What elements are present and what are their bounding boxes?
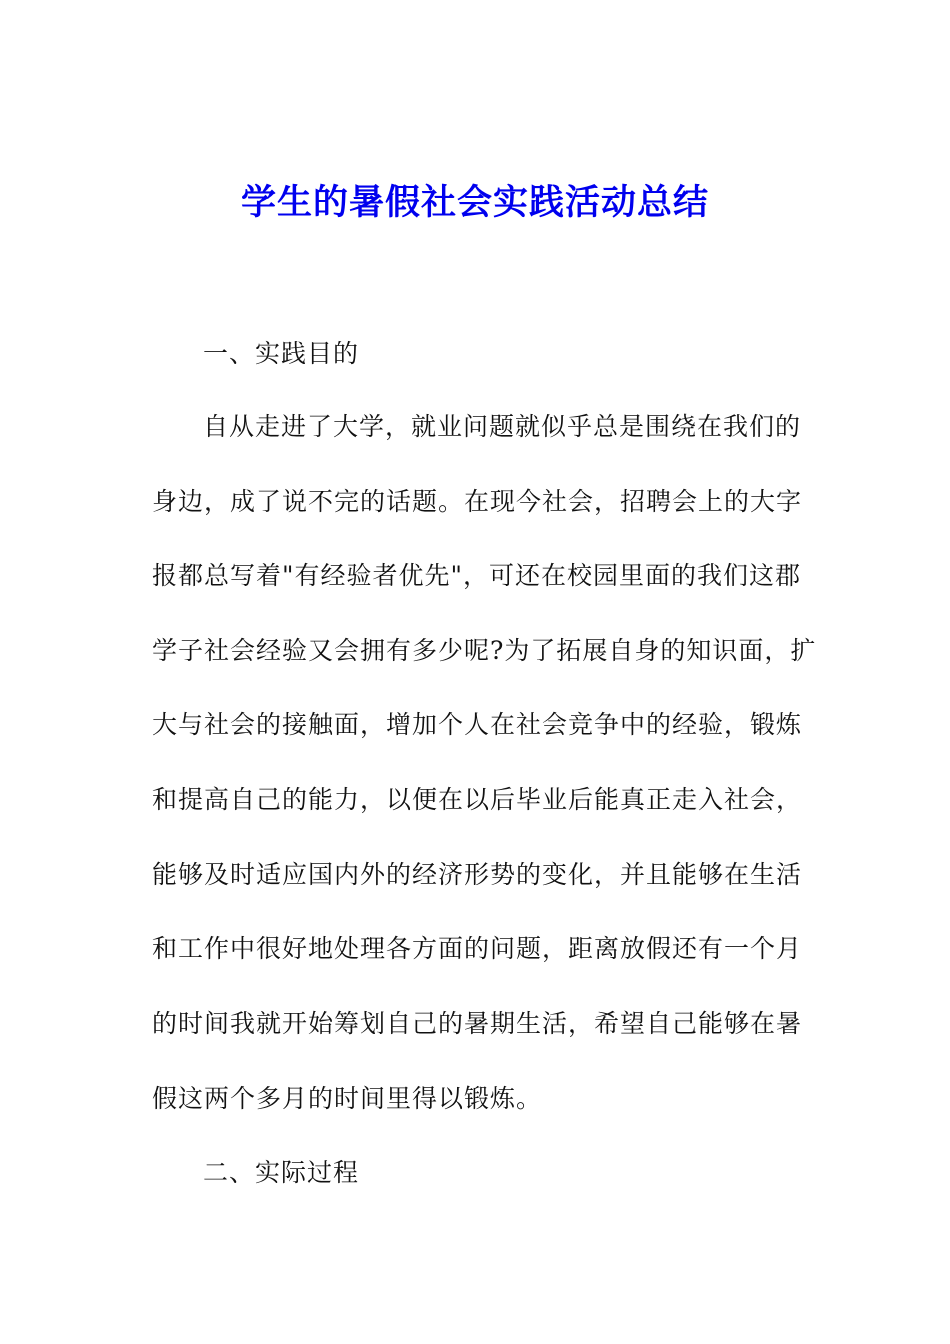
paragraph-line: 和工作中很好地处理各方面的问题，距离放假还有一个月 [152, 934, 803, 963]
paragraph-line: 假这两个多月的时间里得以锻炼。 [152, 1084, 543, 1113]
paragraph-line: 大与社会的接触面，增加个人在社会竞争中的经验，锻炼 [152, 710, 803, 739]
paragraph-line: 自从走进了大学，就业问题就似乎总是围绕在我们的 [203, 412, 802, 441]
document-title: 学生的暑假社会实践活动总结 [240, 182, 709, 223]
paragraph-line: 能够及时适应国内外的经济形势的变化，并且能够在生活 [152, 860, 803, 889]
section-heading-process: 二、实际过程 [203, 1158, 360, 1187]
paragraph-line: 学子社会经验又会拥有多少呢?为了拓展自身的知识面，扩 [152, 636, 817, 665]
paragraph-line: 身边，成了说不完的话题。在现今社会，招聘会上的大字 [152, 487, 803, 516]
paragraph-line: 的时间我就开始筹划自己的暑期生活，希望自己能够在暑 [152, 1009, 803, 1038]
paragraph-line: 和提高自己的能力，以便在以后毕业后能真正走入社会， [152, 785, 803, 814]
section-heading-purpose: 一、实践目的 [203, 339, 360, 368]
paragraph-line: 报都总写着"有经验者优先"，可还在校园里面的我们这郡 [152, 561, 802, 590]
